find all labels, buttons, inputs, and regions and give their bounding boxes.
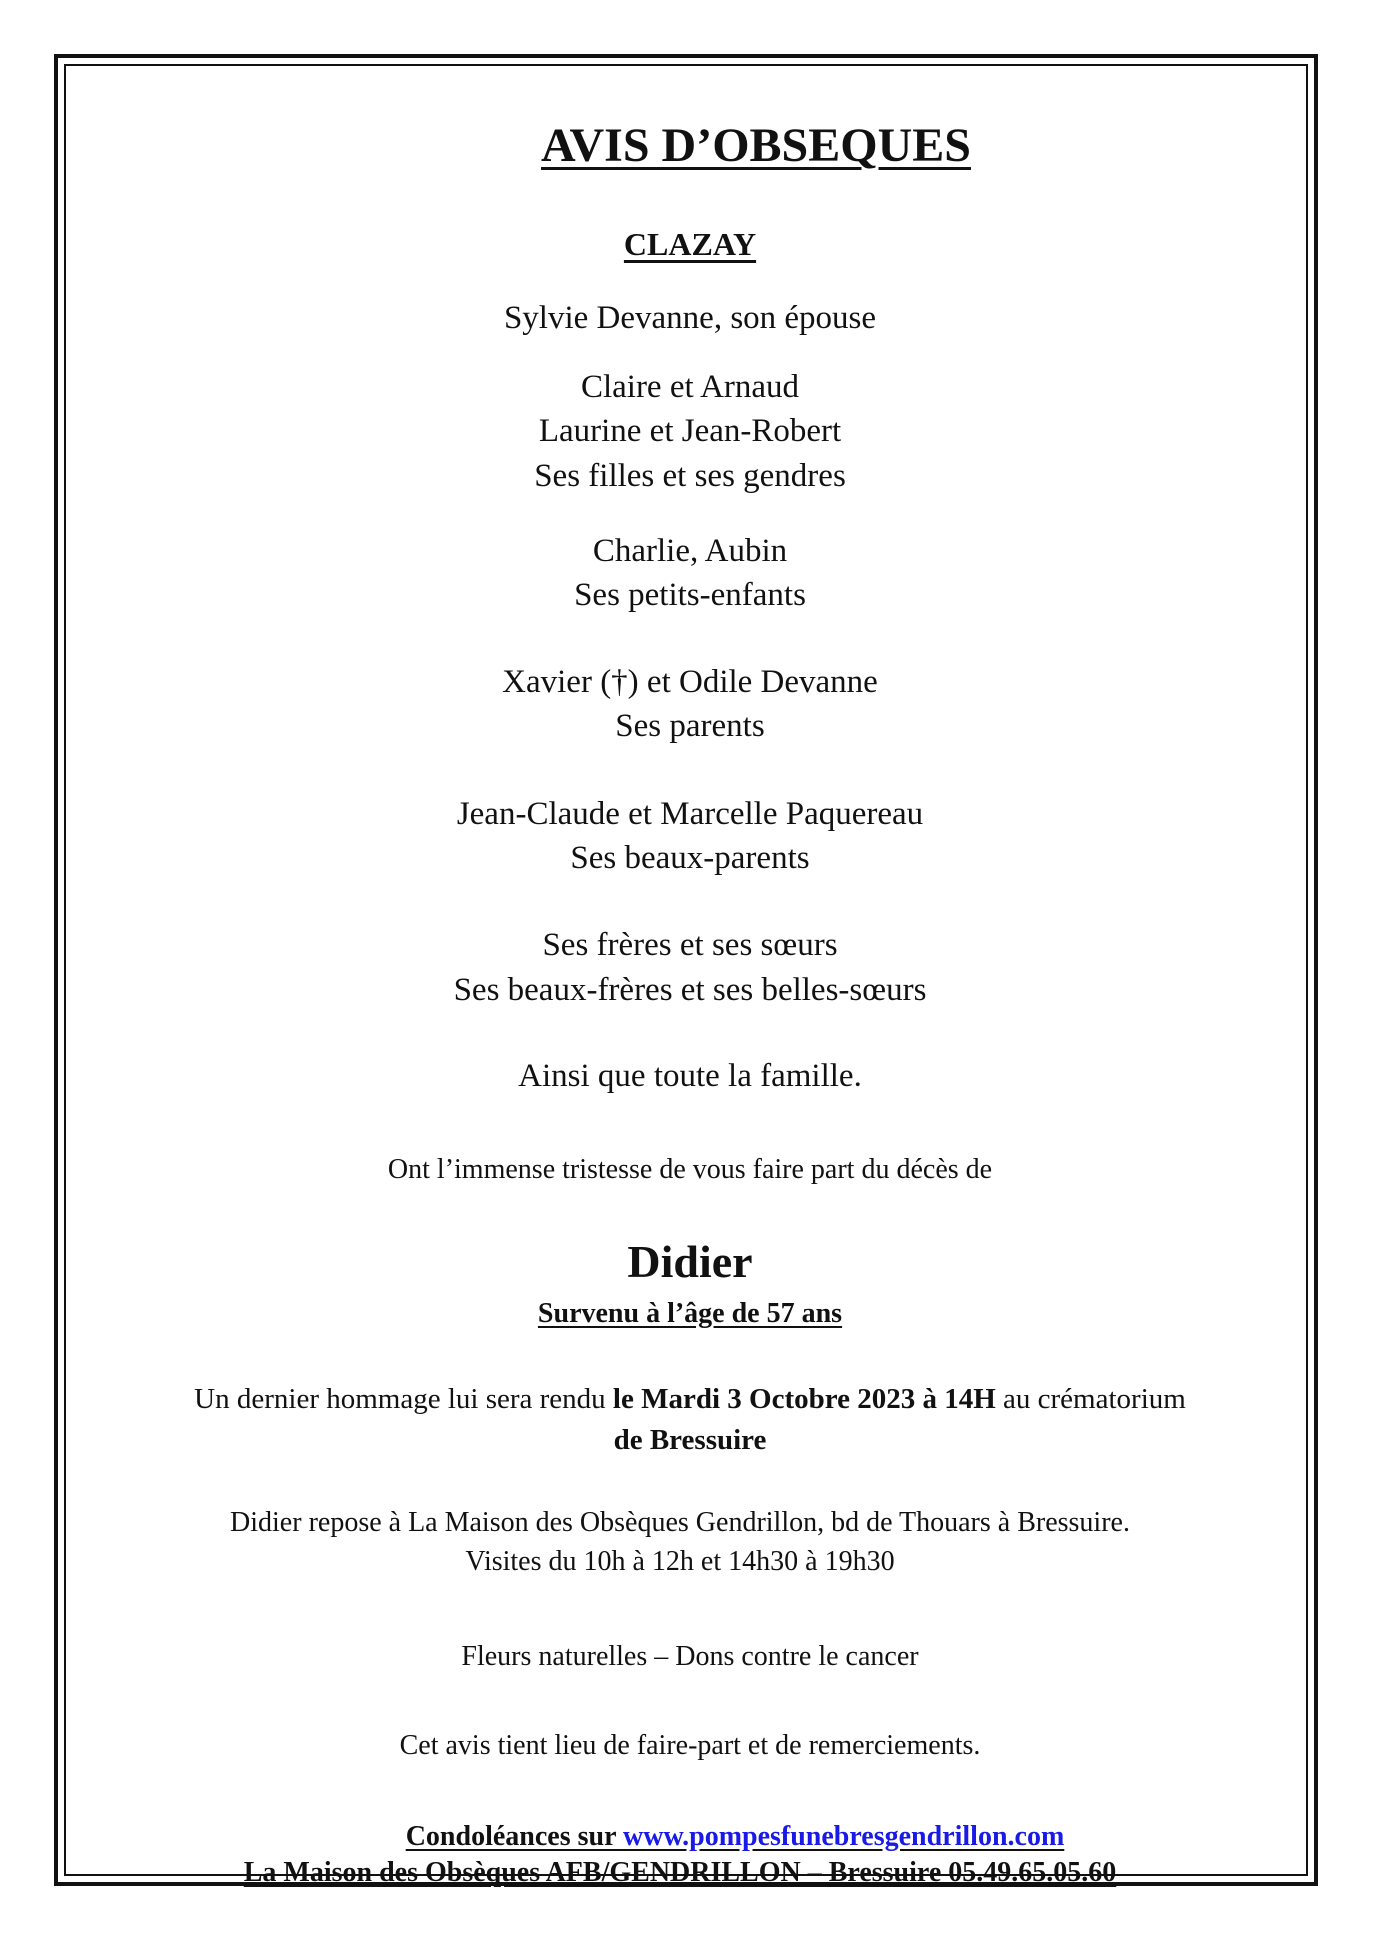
ceremony-place: de Bressuire <box>613 1424 767 1456</box>
siblings-line: Ses frères et ses sœurs <box>542 927 838 963</box>
age-line: Survenu à l’âge de 57 ans <box>537 1298 843 1329</box>
website-link[interactable]: www.pompesfunebresgendrillon.com <box>623 1821 1065 1852</box>
notice-title: AVIS D’OBSEQUES <box>541 119 971 172</box>
condolences-prefix: Condoléances sur <box>405 1821 623 1852</box>
company-line: La Maison des Obsèques AFB/GENDRILLON – Bressuire 05.49.65.05.60 <box>243 1857 1117 1888</box>
flowers-line: Fleurs naturelles – Dons contre le cancer <box>461 1641 919 1672</box>
ceremony-place-prefix: au crématorium <box>995 1383 1186 1415</box>
in-laws-line: Jean-Claude et Marcelle Paquereau <box>456 796 924 832</box>
daughters-caption: Ses filles et ses gendres <box>534 458 846 494</box>
deceased-name: Didier <box>627 1236 753 1287</box>
family-all-line: Ainsi que toute la famille. <box>518 1058 862 1094</box>
visits-line: Visites du 10h à 12h et 14h30 à 19h30 <box>465 1546 895 1577</box>
parents-caption: Ses parents <box>615 708 765 744</box>
daughters-line-2: Laurine et Jean-Robert <box>538 413 842 449</box>
parents-line: Xavier (†) et Odile Devanne <box>502 664 878 700</box>
daughters-line-1: Claire et Arnaud <box>580 369 800 405</box>
ceremony-date-time: le Mardi 3 Octobre 2023 à 14H <box>612 1383 996 1415</box>
condolences-line <box>380 1821 1090 1853</box>
grandchildren-line: Charlie, Aubin <box>592 533 788 569</box>
spouse-line: Sylvie Devanne, son épouse <box>503 300 877 336</box>
ceremony-line <box>30 1383 1350 1416</box>
grandchildren-caption: Ses petits-enfants <box>574 577 806 613</box>
town-name: CLAZAY <box>623 226 757 262</box>
siblings-in-law-line: Ses beaux-frères et ses belles-sœurs <box>453 972 927 1008</box>
ceremony-intro: Un dernier hommage lui sera rendu <box>194 1383 613 1415</box>
announcement-line: Ont l’immense tristesse de vous faire part du décès de <box>387 1154 993 1185</box>
in-laws-caption: Ses beaux-parents <box>570 840 810 876</box>
acknowledgement-line: Cet avis tient lieu de faire-part et de remerciements. <box>399 1730 981 1761</box>
rest-place-line: Didier repose à La Maison des Obsèques Gendrillon, bd de Thouars à Bressuire. <box>230 1507 1130 1538</box>
